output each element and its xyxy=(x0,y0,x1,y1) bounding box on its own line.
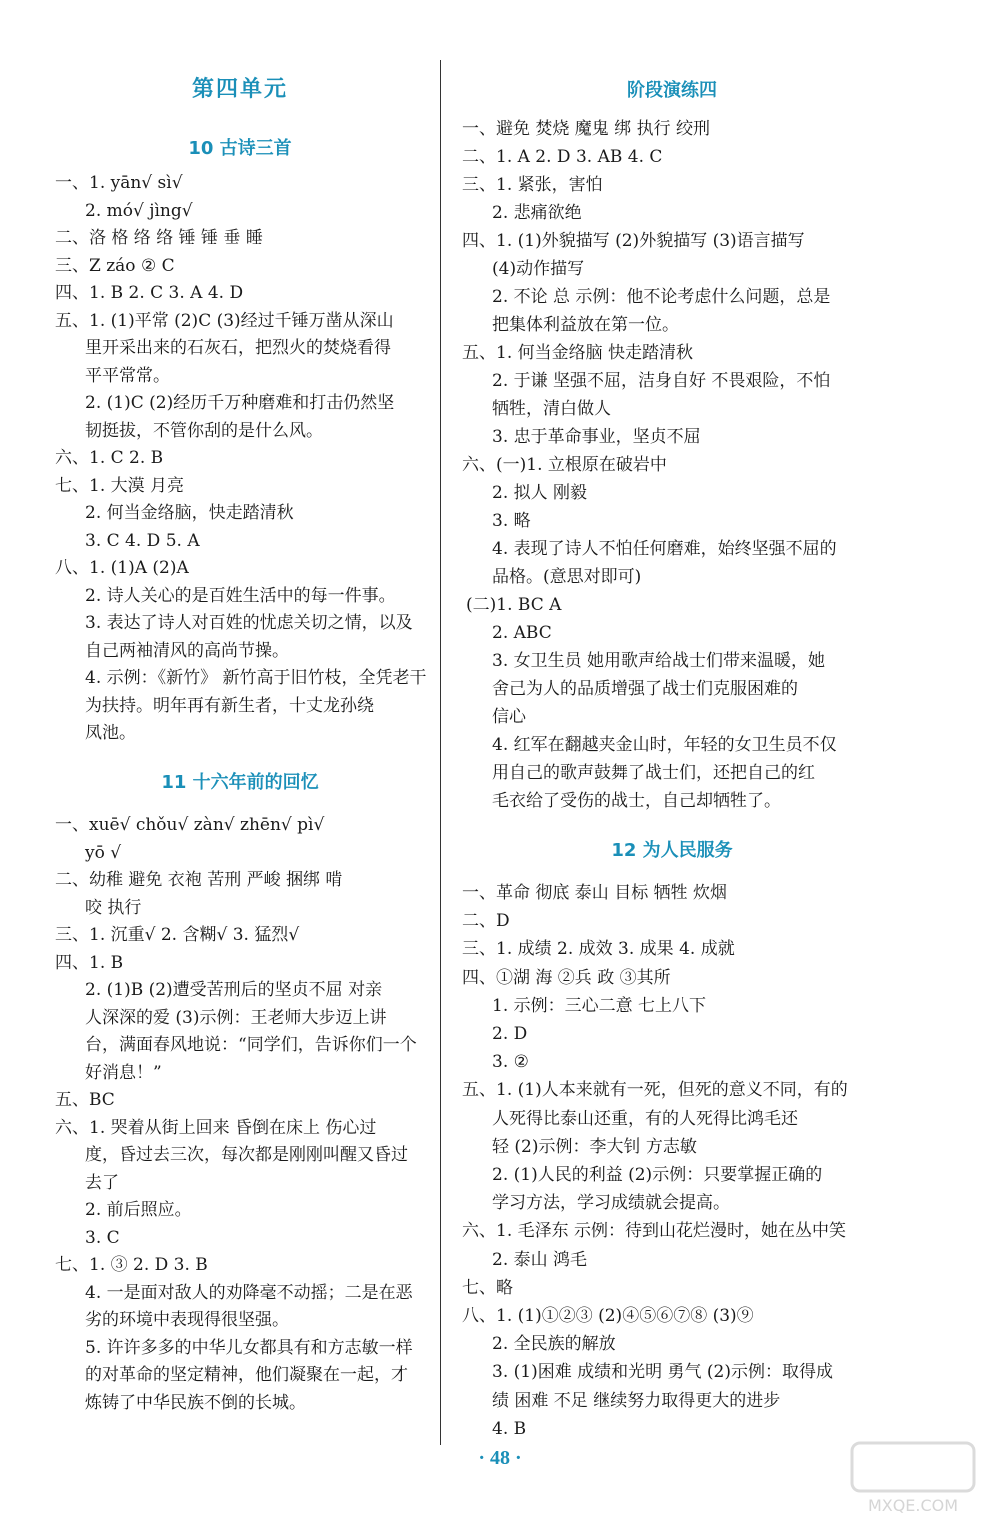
answer-line: 2. (1)B (2)遭受苦刑后的坚贞不屈 对亲 xyxy=(85,980,383,1000)
answer-line: 4. 一是面对敌人的劝降毫不动摇；二是在恶 xyxy=(85,1282,413,1303)
answer-line: 三、1. 沉重√ 2. 含糊√ 3. 猛烈√ xyxy=(55,925,300,945)
answer-line: 凤池。 xyxy=(85,723,136,743)
answer-line: 3. ② xyxy=(492,1052,529,1073)
answer-line: 2. (1)C (2)经历千万种磨难和打击仍然坚 xyxy=(85,393,395,413)
answer-line: 4. 红军在翻越夹金山时，年轻的女卫生员不仅 xyxy=(492,735,837,755)
answer-line: 3. C 4. D 5. A xyxy=(85,530,200,551)
watermark-text: MXQE.COM xyxy=(867,1496,959,1515)
answer-line: 2. 全民族的解放 xyxy=(492,1334,616,1355)
answer-line: 二、1. A 2. D 3. AB 4. C xyxy=(462,147,663,167)
answer-line: 轻 (2)示例：李大钊 方志敏 xyxy=(492,1136,697,1157)
answer-line: 三、Z záo ② C xyxy=(55,255,175,276)
unit-title: 第四单元 xyxy=(191,77,288,102)
answer-line: 绩 困难 不足 继续努力取得更大的进步 xyxy=(492,1390,781,1411)
answer-line: 里开采出来的石灰石，把烈火的焚烧看得 xyxy=(85,338,391,358)
answer-line: 二、洛 格 络 络 锤 锤 垂 睡 xyxy=(55,228,263,248)
lesson-12-title: 12 为人民服务 xyxy=(611,840,733,861)
answer-line: 六、(一)1. 立根原在破岩中 xyxy=(462,455,667,475)
answer-line: 2. 前后照应。 xyxy=(85,1200,192,1220)
answer-line: 度，昏过去三次，每次都是刚刚叫醒又昏过 xyxy=(85,1145,408,1165)
watermark-logo xyxy=(848,1439,978,1519)
lesson-10-title: 10 古诗三首 xyxy=(188,138,292,159)
answer-line: 3. 略 xyxy=(492,511,531,531)
answer-line: 把集体利益放在第一位。 xyxy=(492,315,679,335)
answer-line: 五、1. 何当金络脑 快走踏清秋 xyxy=(462,343,694,363)
answer-line: 4. B xyxy=(492,1418,527,1439)
answer-line: 八、1. (1)A (2)A xyxy=(55,558,189,578)
answer-line: 六、1. 毛泽东 示例：待到山花烂漫时，她在丛中笑 xyxy=(462,1221,847,1242)
answer-line: 炼铸了中华民族不倒的长城。 xyxy=(85,1392,306,1413)
answer-line: 3. 表达了诗人对百姓的忧虑关切之情，以及 xyxy=(85,613,413,633)
answer-line: 一、1. yān√ sì√ xyxy=(55,173,183,193)
answer-line: 人深深的爱 (3)示例：王老师大步迈上讲 xyxy=(85,1007,387,1028)
answer-line: 三、1. 紧张，害怕 xyxy=(462,175,603,195)
answer-line: 四、1. B 2. C 3. A 4. D xyxy=(55,283,244,303)
answer-line: 2. 泰山 鸿毛 xyxy=(492,1249,588,1270)
answer-line: 牺牲，清白做人 xyxy=(492,399,611,419)
answer-line: 台，满面春风地说：“同学们，告诉你们一个 xyxy=(85,1035,417,1055)
answer-line: 3. C xyxy=(85,1227,120,1248)
answer-line: 五、1. (1)平常 (2)C (3)经过千锤万凿从深山 xyxy=(55,310,394,331)
answer-line: 2. ABC xyxy=(492,623,552,643)
answer-line: 七、略 xyxy=(462,1277,513,1298)
answer-line: 劣的环境中表现得很坚强。 xyxy=(85,1310,289,1330)
answer-line: 五、BC xyxy=(55,1090,115,1110)
answer-line: 韧挺拔，不管你刮的是什么风。 xyxy=(85,420,323,441)
answer-line: 2. 悲痛欲绝 xyxy=(492,203,582,223)
answer-line: 品格。(意思对即可) xyxy=(492,567,642,587)
answer-line: 4. 示例：《新竹》 新竹高于旧竹枝，全凭老干 xyxy=(85,668,427,688)
answer-line: 用自己的歌声鼓舞了战士们，还把自己的红 xyxy=(492,763,815,783)
page-number: · 48 · xyxy=(478,1447,522,1469)
answer-line: 2. 拟人 刚毅 xyxy=(492,483,588,503)
answer-line: 自己两袖清风的高尚节操。 xyxy=(85,640,289,661)
answer-line: 为扶持。明年再有新生者，十丈龙孙绕 xyxy=(85,695,374,716)
answer-line: 二、D xyxy=(462,911,510,932)
answer-line: 好消息！” xyxy=(85,1062,162,1083)
answer-line: 3. 忠于革命事业，坚贞不屈 xyxy=(492,427,701,447)
answer-line: 舍己为人的品质增强了战士们克服困难的 xyxy=(492,679,798,699)
lesson-11-title: 11 十六年前的回忆 xyxy=(161,772,319,793)
stage-practice-title: 阶段演练四 xyxy=(627,80,717,101)
answer-line: 一、革命 彻底 泰山 目标 牺牲 炊烟 xyxy=(462,883,728,903)
answer-line: 2. 于谦 坚强不屈，洁身自好 不畏艰险，不怕 xyxy=(492,371,831,391)
answer-line: 人死得比泰山还重，有的人死得比鸿毛还 xyxy=(492,1108,798,1129)
column-divider xyxy=(440,60,441,1445)
answer-line: 5. 许许多多的中华儿女都具有和方志敏一样 xyxy=(85,1337,413,1358)
answer-line: 七、1. ③ 2. D 3. B xyxy=(55,1255,208,1275)
answer-line: 2. (1)人民的利益 (2)示例：只要掌握正确的 xyxy=(492,1165,823,1185)
answer-line: 2. mó√ jìng√ xyxy=(85,200,193,221)
answer-line: 四、1. B xyxy=(55,952,124,973)
answer-line: yō √ xyxy=(85,842,122,863)
answer-line: 2. 诗人关心的是百姓生活中的每一件事。 xyxy=(85,585,396,606)
answer-line: 去了 xyxy=(85,1172,119,1193)
answer-line: 八、1. (1)①②③ (2)④⑤⑥⑦⑧ (3)⑨ xyxy=(462,1306,754,1326)
answer-line: 五、1. (1)人本来就有一死，但死的意义不同，有的 xyxy=(462,1080,848,1101)
answer-line: 三、1. 成绩 2. 成效 3. 成果 4. 成就 xyxy=(462,939,735,960)
answer-line: 2. 何当金络脑，快走踏清秋 xyxy=(85,503,294,523)
answer-line: 3. 女卫生员 她用歌声给战士们带来温暖，她 xyxy=(492,651,826,671)
answer-line: 平平常常。 xyxy=(85,365,170,386)
answer-line: 的对革命的坚定精神，他们凝聚在一起，才 xyxy=(85,1365,408,1385)
answer-line: 学习方法，学习成绩就会提高。 xyxy=(492,1193,730,1214)
answer-line: 3. (1)困难 成绩和光明 勇气 (2)示例：取得成 xyxy=(492,1362,833,1383)
answer-line: 1. 示例：三心二意 七上八下 xyxy=(492,995,707,1016)
answer-line: 二、幼稚 避免 衣袍 苦刑 严峻 捆绑 啃 xyxy=(55,870,343,890)
answer-line: 2. D xyxy=(492,1024,528,1044)
answer-line: 咬 执行 xyxy=(85,897,142,918)
answer-line: 毛衣给了受伤的战士，自己却牺牲了。 xyxy=(492,791,781,811)
answer-line: (二)1. BC A xyxy=(466,595,562,615)
answer-line: 信心 xyxy=(492,707,526,727)
answer-line: 六、1. 哭着从街上回来 昏倒在床上 伤心过 xyxy=(55,1117,377,1138)
answer-line: 2. 不论 总 示例：他不论考虑什么问题，总是 xyxy=(492,287,831,307)
answer-line: 四、①湖 海 ②兵 政 ③其所 xyxy=(462,967,671,988)
answer-line: 六、1. C 2. B xyxy=(55,448,164,468)
answer-line: 四、1. (1)外貌描写 (2)外貌描写 (3)语言描写 xyxy=(462,231,805,251)
answer-line: (4)动作描写 xyxy=(492,259,585,279)
answer-line: 4. 表现了诗人不怕任何磨难，始终坚强不屈的 xyxy=(492,539,837,559)
answer-line: 一、xuē√ chǒu√ zàn√ zhēn√ pì√ xyxy=(55,815,325,835)
answer-line: 一、避免 焚烧 魔鬼 绑 执行 绞刑 xyxy=(462,119,711,139)
answer-line: 七、1. 大漠 月亮 xyxy=(55,475,185,496)
